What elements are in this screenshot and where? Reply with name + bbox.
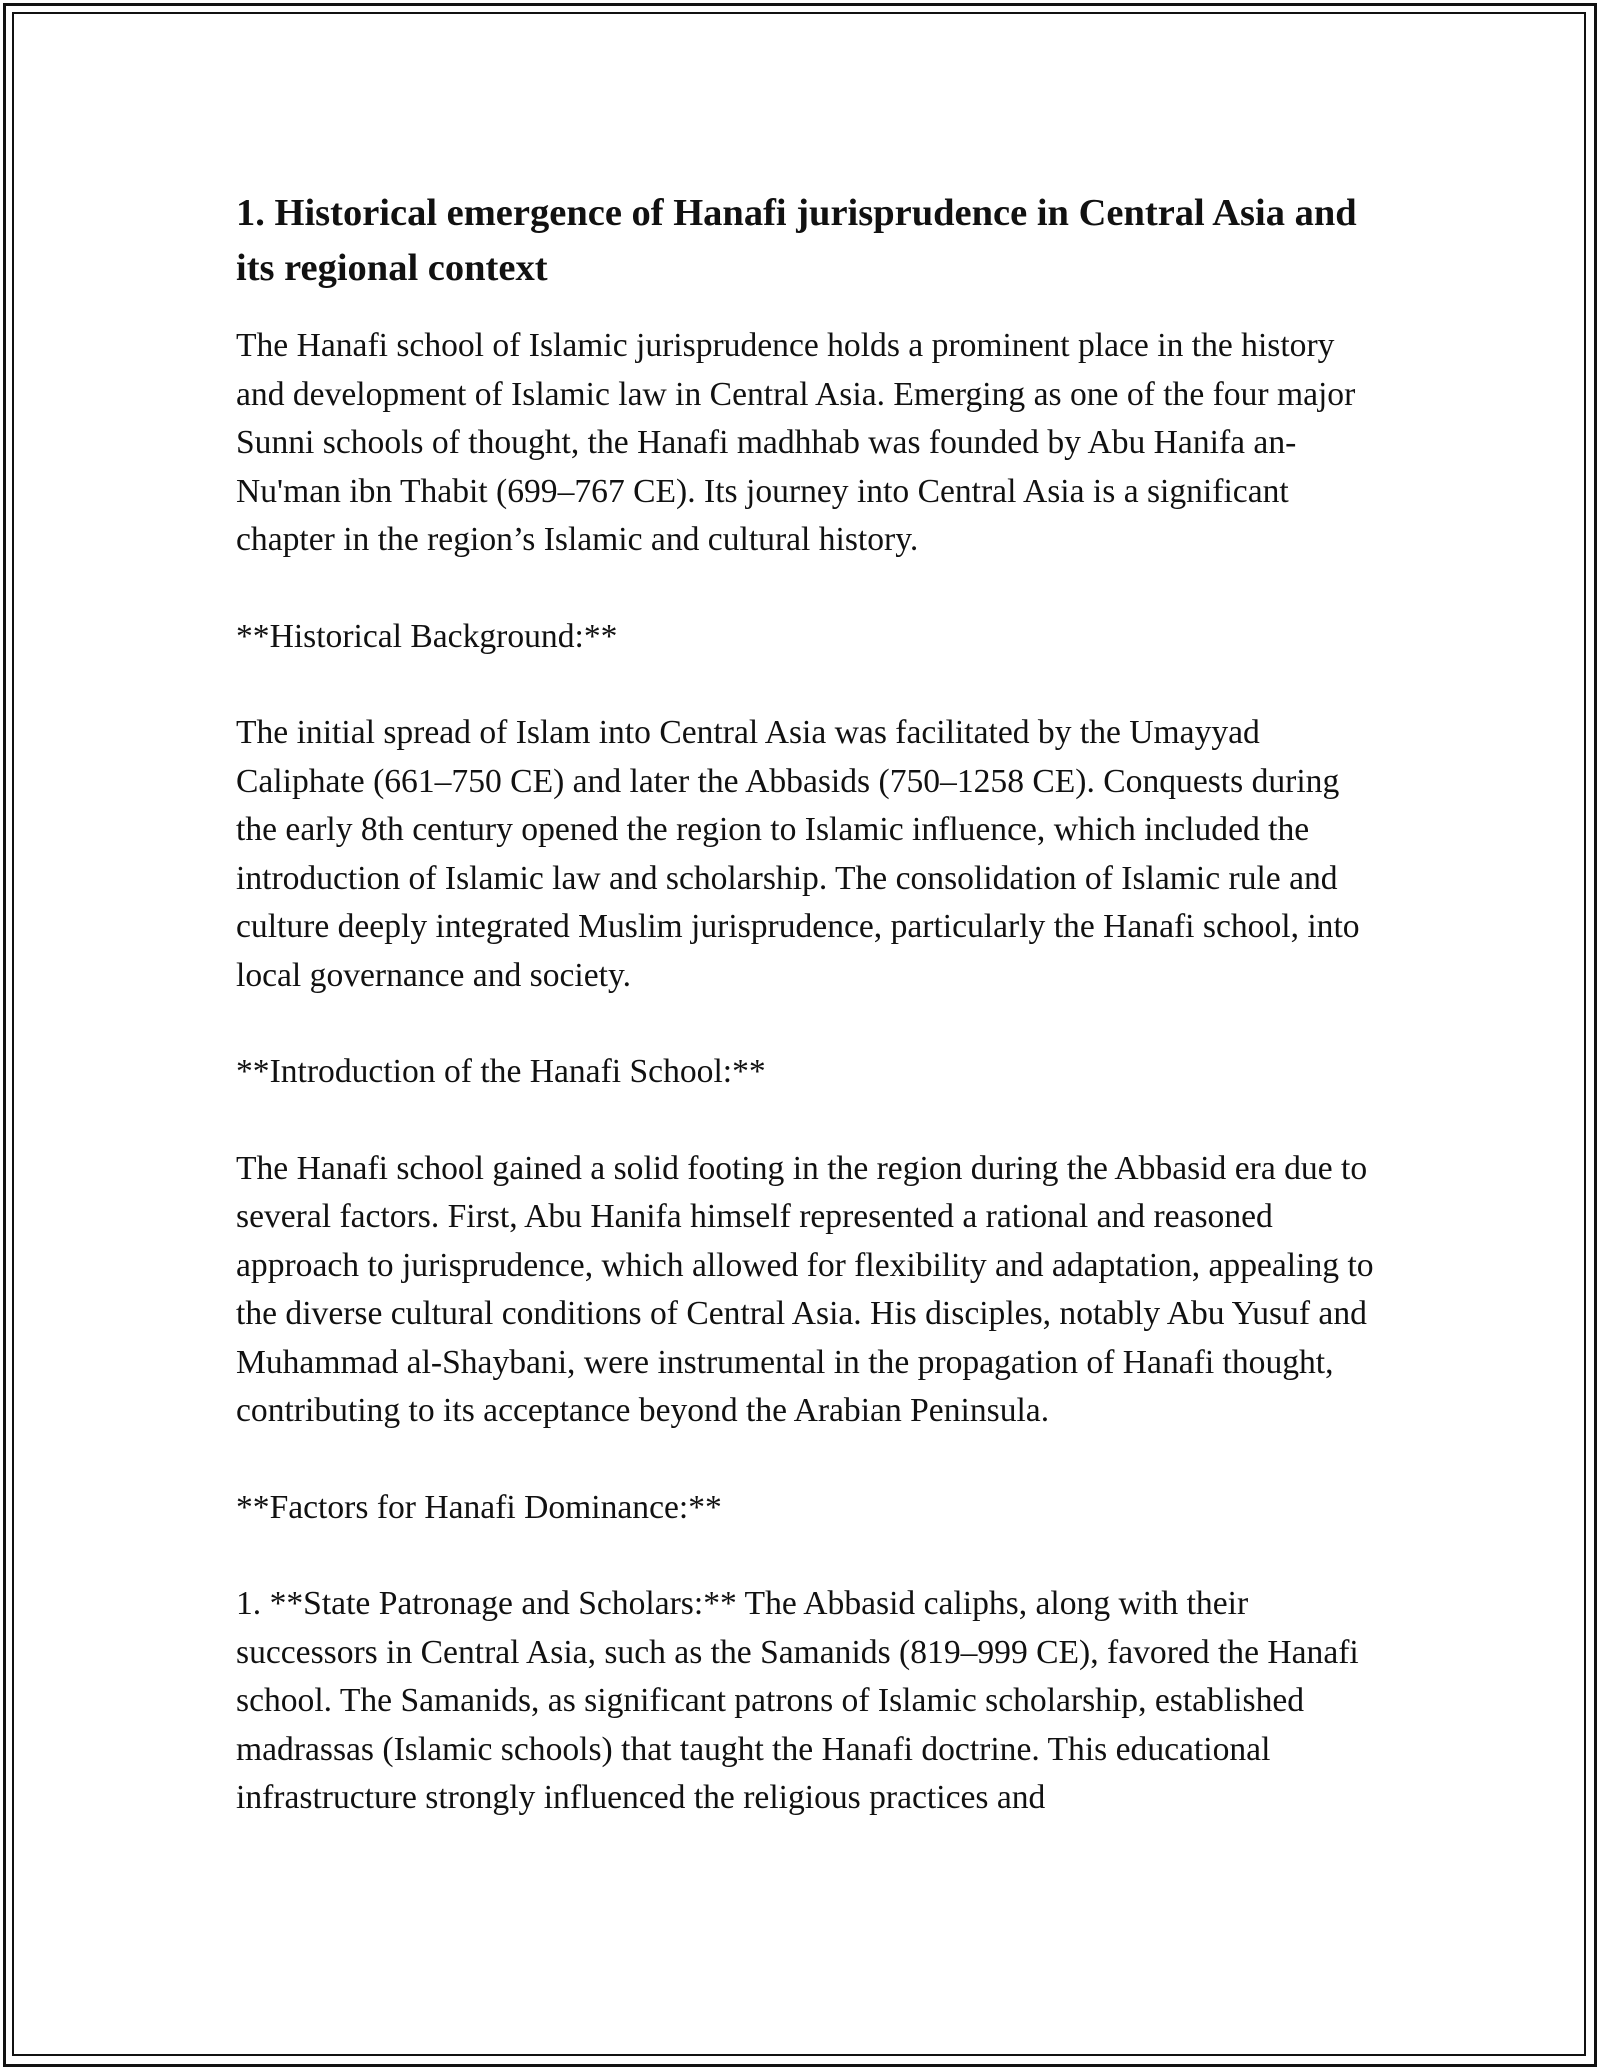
section-heading: 1. Historical emergence of Hanafi jurisprudence in Central Asia and its regional context (236, 192, 1357, 289)
paragraph-historical-background: The initial spread of Islam into Central Asia was facilitated by the Umayyad Caliphate (661–750 CE) and later the Abbasids (750–1258 CE). Conquests during the early 8th century opened the region to Islamic influence, which included the introduction of Islamic law and scholarship. The consolidation of Islamic rule and culture deeply integrated Muslim jurisprudence, particularly the Hanafi school, into local governance and society. (236, 714, 1360, 994)
paragraph-state-patronage: 1. **State Patronage and Scholars:** The Abbasid caliphs, along with their successors in Central Asia, such as the Samanids (819–999 CE), favored the Hanafi school. The Samanids, as significant patrons of Islamic scholarship, established madrassas (Islamic schools) that taught the Hanafi doctrine. This educational infrastructure strongly influenced the religious practices and (236, 1585, 1359, 1816)
subheading-introduction-hanafi: **Introduction of the Hanafi School:** (236, 1053, 766, 1090)
subheading-historical-background: **Historical Background:** (236, 617, 618, 655)
subheading-factors-dominance: **Factors for Hanafi Dominance:** (236, 1488, 722, 1526)
paragraph-introduction-hanafi: The Hanafi school gained a solid footing in the region during the Abbasid era due to several factors. First, Abu Hanifa himself represented a rational and reasoned approach to jurisprudence, which allowed for flexibility and adaptation, appealing to the diverse cultural conditions of Central Asia. His disciples, notably Abu Yusuf and Muhammad al-Shaybani, were instrumental in the propagation of Hanafi thought, contributing to its acceptance beyond the Arabian Peninsula. (236, 1149, 1374, 1429)
document-body (236, 186, 1376, 1871)
paragraph-intro: The Hanafi school of Islamic jurisprudence holds a prominent place in the history and development of Islamic law in Central Asia. Emerging as one of the four major Sunni schools of thought, the Hanafi madhhab was founded by Abu Hanifa an-Nu'man ibn Thabit (699–767 CE). Its journey into Central Asia is a significant chapter in the region’s Islamic and cultural history. (236, 327, 1356, 558)
